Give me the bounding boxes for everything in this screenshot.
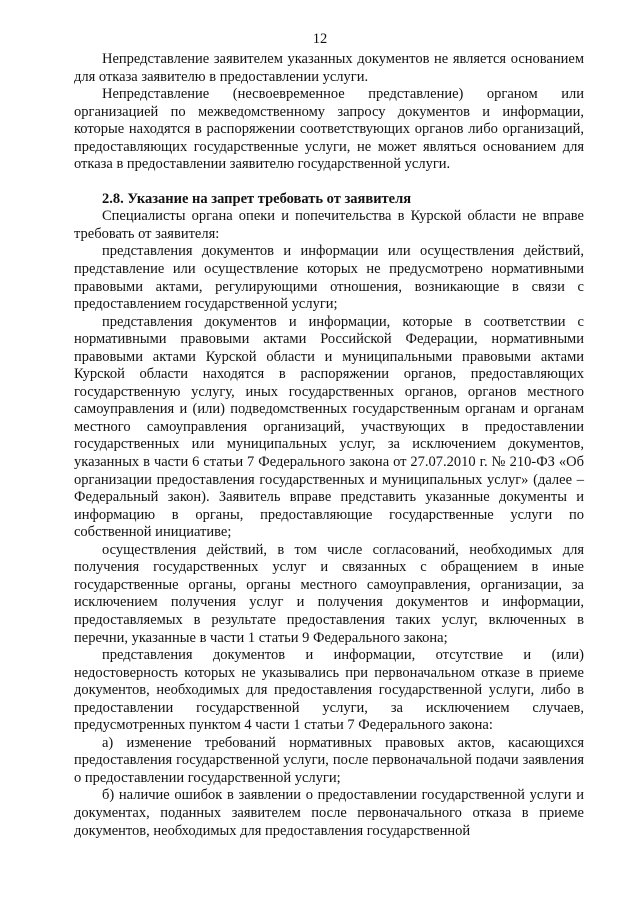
paragraph: осуществления действий, в том числе согласований, необходимых для получения государственных услуг и связанных с обращением в иные государственные органы, органы местного самоуправления, организации, за исключением получения услуг и получения документов и информации, предоставляемых в результате предоставления таких услуг, включенных в перечни, указанные в части 1 статьи 9 Федерального закона; <box>74 541 584 646</box>
paragraph: представления документов и информации, которые в соответствии с нормативными правовыми актами Российской Федерации, нормативными правовыми актами Курской области и муниципальными правовыми актами Курской области находятся в распоряжении органов, предоставляющих государственную услугу, иных государственных органов, органов местного самоуправления и (или) подведомственных государственным органам и органам местного самоуправления организаций, участвующих в предоставлении государственных или муниципальных услуг, за исключением документов, указанных в части 6 статьи 7 Федерального закона от 27.07.2010 г. № 210-ФЗ «Об организации предоставления государственных и муниципальных услуг» (далее – Федеральный закон). Заявитель вправе представить указанные документы и информацию в органы, предоставляющие государственные услуги по собственной инициативе; <box>74 313 584 541</box>
document-body <box>74 51 584 840</box>
paragraph: Непредставление заявителем указанных документов не является основанием для отказа заявителю в предоставлении услуги. <box>74 51 584 85</box>
list-item-a: а) изменение требований нормативных правовых актов, касающихся предоставления государственной услуги, после первоначальной подачи заявления о предоставлении государственной услуги; <box>74 734 584 786</box>
section-heading: 2.8. Указание на запрет требовать от заявителя <box>102 190 412 207</box>
paragraph: Непредставление (несвоевременное представление) органом или организацией по межведомственному запросу документов и информации, которые находятся в распоряжении соответствующих органов либо организаций, предоставляющих государственные услуги, не может являться основанием для отказа в предоставлении заявителю государственной услуги. <box>74 86 584 173</box>
page-number: 12 <box>312 31 328 47</box>
list-item-b: б) наличие ошибок в заявлении о предоставлении государственной услуги и документах, поданных заявителем после первоначального отказа в приеме документов, необходимых для предоставления государственной <box>74 787 584 839</box>
paragraph: Специалисты органа опеки и попечительства в Курской области не вправе требовать от заявителя: <box>74 208 584 242</box>
spacer <box>74 174 584 191</box>
paragraph: представления документов и информации, отсутствие и (или) недостоверность которых не указывались при первоначальном отказе в приеме документов, необходимых для предоставления государственной услуги, либо в предоставлении государственной услуги, за исключением случаев, предусмотренных пунктом 4 части 1 статьи 7 Федерального закона: <box>74 647 584 734</box>
paragraph: представления документов и информации или осуществления действий, представление или осуществление которых не предусмотрено нормативными правовыми актами, регулирующими отношения, возникающие в связи с предоставлением государственной услуги; <box>74 243 584 313</box>
